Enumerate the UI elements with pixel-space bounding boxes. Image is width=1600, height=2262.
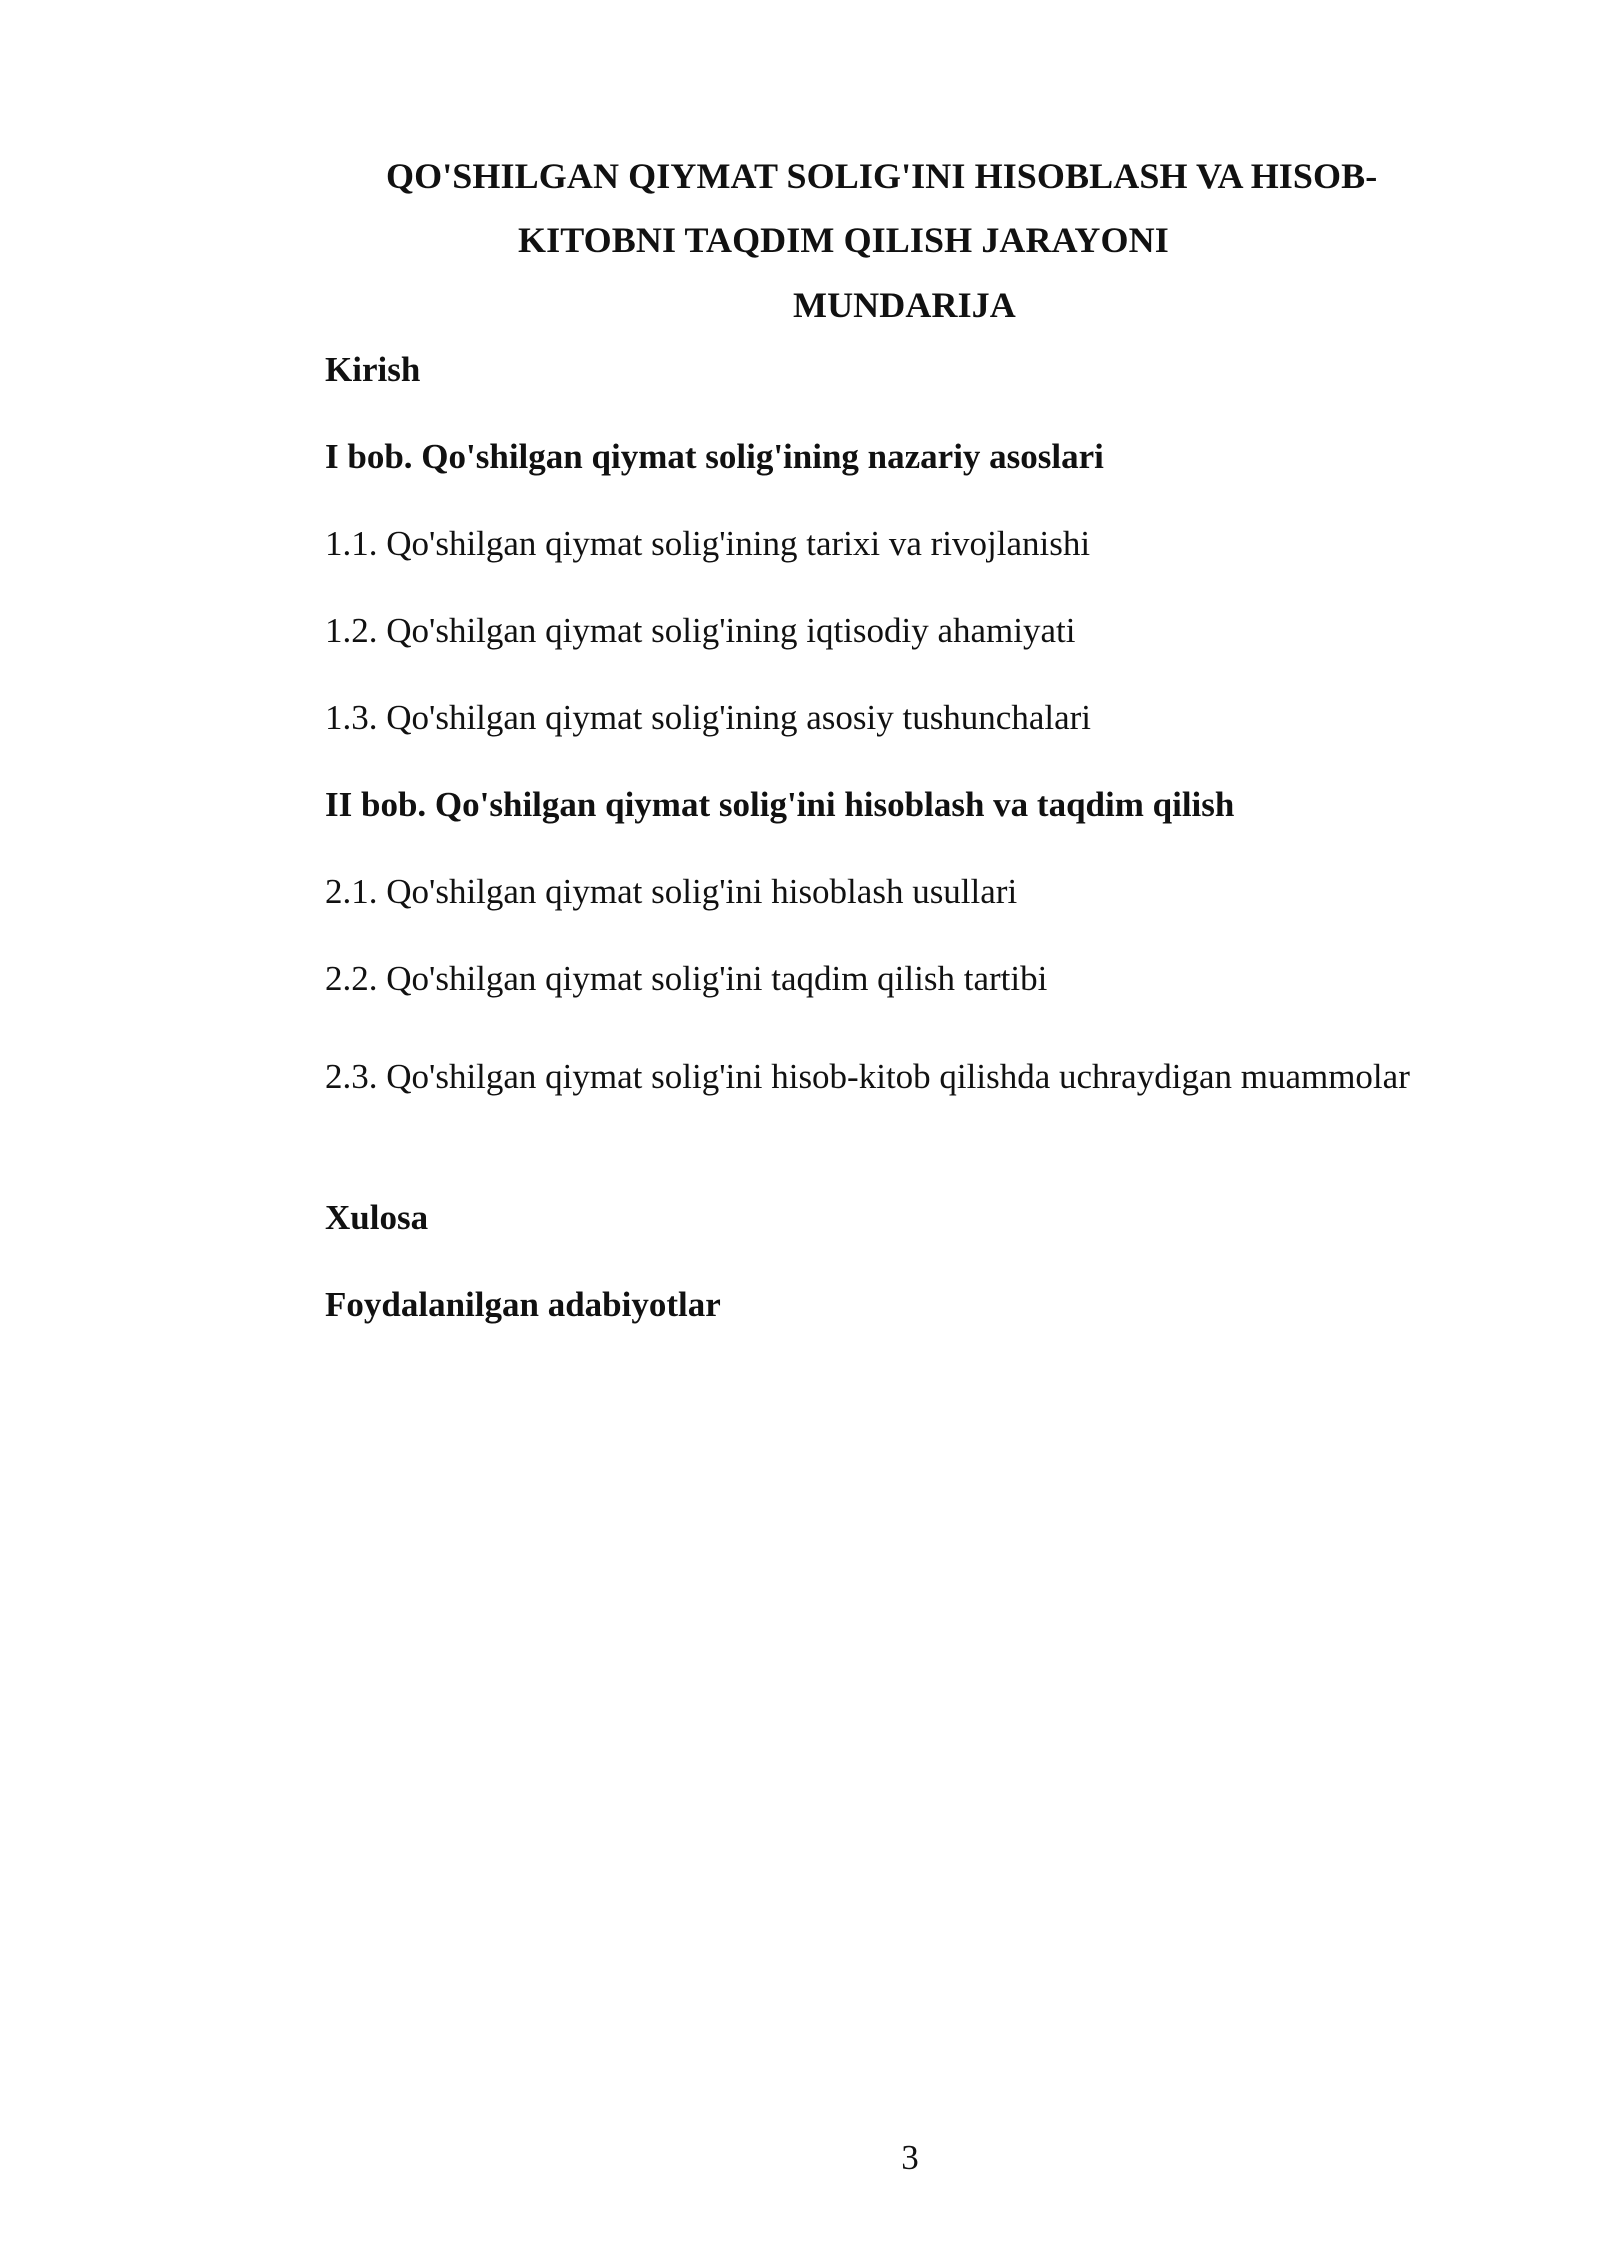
toc-entry-chapter-2: II bob. Qo'shilgan qiymat solig'ini hisoblash va taqdim qilish xyxy=(325,785,1235,824)
document-title-line-2: KITOBNI TAQDIM QILISH JARAYONI xyxy=(518,220,1169,260)
toc-entry-section-2-3: 2.3. Qo'shilgan qiymat solig'ini hisob-kitob qilishda uchraydigan muammolar xyxy=(325,1057,1410,1096)
toc-entry-section-2-1: 2.1. Qo'shilgan qiymat solig'ini hisoblash usullari xyxy=(325,872,1018,911)
toc-entry-section-1-2: 1.2. Qo'shilgan qiymat solig'ining iqtisodiy ahamiyati xyxy=(325,611,1076,650)
toc-entry-introduction: Kirish xyxy=(325,350,421,389)
toc-heading: MUNDARIJA xyxy=(793,285,1016,325)
document-title-line-1: QO'SHILGAN QIYMAT SOLIG'INI HISOBLASH VA HISOB- xyxy=(386,156,1378,196)
toc-entry-section-2-2: 2.2. Qo'shilgan qiymat solig'ini taqdim qilish tartibi xyxy=(325,959,1048,998)
toc-entry-section-1-3: 1.3. Qo'shilgan qiymat solig'ining asosiy tushunchalari xyxy=(325,698,1092,737)
toc-entry-conclusion: Xulosa xyxy=(325,1198,429,1237)
page-number: 3 xyxy=(901,2138,919,2177)
toc-entry-references: Foydalanilgan adabiyotlar xyxy=(325,1285,721,1324)
toc-entry-section-1-1: 1.1. Qo'shilgan qiymat solig'ining tarixi va rivojlanishi xyxy=(325,524,1091,563)
toc-entry-chapter-1: I bob. Qo'shilgan qiymat solig'ining nazariy asoslari xyxy=(325,437,1104,476)
